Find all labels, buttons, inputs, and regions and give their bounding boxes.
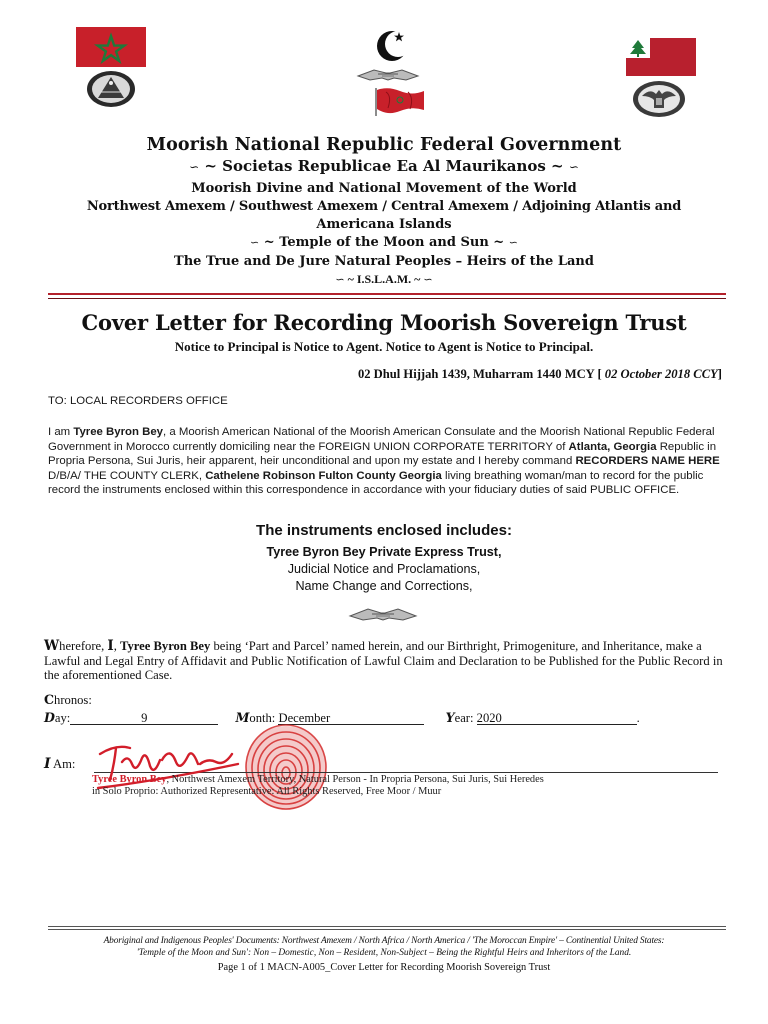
peoples-line: The True and De Jure Natural Peoples – Heirs of the Land [174,254,594,269]
fingerprint-icon [242,722,330,812]
wherefore-text: being ‘Part and Parcel’ named herein, and our Birthright, Primogeniture, and Inheritance, make a Lawful and Legal Entry of Affidavit and Public Notification of Lawful Claim and Declaration to be Published for the Public Record in the aforementioned Case. [44,639,723,683]
p1-city: Atlanta, Georgia [568,440,657,453]
signature-line-1 [92,774,544,786]
day-initial: D [44,710,55,725]
i-am-rest: Am: [50,757,76,771]
year-field: Year: 2020 . [445,710,640,725]
footer-rule-bottom [48,929,726,930]
header-rule-bottom [48,298,726,299]
signature-name: Tyree Byron Bey [92,774,167,785]
p1-d: D/B/A/ THE COUNTY CLERK, [48,469,206,482]
month-label: onth: [249,711,279,725]
instrument-item-2: Judicial Notice and Proclamations, [287,562,481,576]
footer-line-2: 'Temple of the Moon and Sun': Non – Domestic, Non – Resident, Non-Subject – Being the Rightful Heirs and Inheritors of the Land. [136,948,632,958]
day-field [44,711,221,725]
clasped-hands-icon [356,64,420,84]
government-title: Moorish National Republic Federal Government [146,135,622,155]
month-value: December [278,712,424,725]
ornament-left-icon: ∽ [250,236,260,249]
movement-title: Moorish Divine and National Movement of the World [191,181,577,196]
islam-text: ~ I.S.L.A.M. ~ [347,272,421,286]
day-value: 9 [70,712,218,725]
temple-line [0,234,768,251]
eagle-seal-icon [632,80,686,118]
header-rule-top [48,293,726,295]
ornament-left-icon: ∽ [335,274,345,286]
wherefore-paragraph: Wherefore, I, Tyree Byron Bey being ‘Part and Parcel’ named herein, and our Birthright, Primogeniture, and Inheritance, make a Lawful and Legal Entry of Affidavit and Public Notification of Lawful Claim and Declaration to be Published for the Public Record in the aforementioned Case. [44,638,723,683]
footer-page: Page 1 of 1 MACN-A005_Cover Letter for Recording Moorish Sovereign Trust [217,962,551,973]
crescent-star-icon [372,26,416,66]
instrument-item-3: Name Change and Corrections, [295,579,473,593]
date-line [358,366,722,382]
p1-clerk: Cathelene Robinson Fulton County Georgia [205,469,442,482]
day-label: ay: [54,711,71,725]
date-gregorian: 02 October 2018 CCY [604,367,718,381]
p1-b: , a Moorish American National of the Moorish American Consulate and the Moorish National Republic Federal Government in Morocco currently domiciling near the FOREIGN UNION CORPORATE TERRITORY of [48,426,715,453]
ornament-right-icon: ∽ [423,274,433,286]
notice-line: Notice to Principal is Notice to Agent. Notice to Agent is Notice to Principal. [174,339,594,354]
i-am-initial: I [44,756,51,772]
footer-line-1: Aboriginal and Indigenous Peoples' Documents: Northwest Amexem / North Africa / North America / 'The Moroccan Empire' – Continential United States: [103,936,665,946]
regions-line-2: Americana Islands [316,217,452,232]
i-initial: I [107,638,114,654]
date-main: 02 Dhul Hijjah 1439, Muharram 1440 MCY [ [357,367,602,381]
ornament-right-icon: ∽ [568,160,579,174]
to-line: TO: LOCAL RECORDERS OFFICE [48,395,228,407]
p1-name: Tyree Byron Bey [73,426,164,438]
chronos-rest: hronos: [54,693,92,707]
latin-title-line [0,157,768,176]
p1-e: living breathing woman/man to record for the public record the instruments enclosed within this correspondence in accordance with your fiduciary duties of said PUBLIC OFFICE. [48,469,704,497]
morocco-flag-icon [76,27,146,67]
i-am-label [44,756,75,772]
signature-line-1-rest: , Northwest Amexem Territory, Natural Person - In Propria Persona, Sui Juris, Sui Heredes [166,774,544,785]
year-initial: Y [445,710,455,725]
instrument-item-1: Tyree Byron Bey Private Express Trust, [266,545,502,559]
p1-recorder: RECORDERS NAME HERE [575,455,720,468]
date-close: ] [717,367,722,381]
clasped-hands-icon [348,604,418,624]
document-title: Cover Letter for Recording Moorish Sovereign Trust [81,310,687,335]
chronos-initial: C [44,692,55,707]
body-paragraph [48,425,724,498]
pyramid-seal-icon [86,70,136,108]
signature-line-2: in Solo Proprio: Authorized Representative: All Rights Reserved, Free Moor / Muur [92,786,442,797]
p1-a: I am [48,426,74,438]
wherefore-initial: W [44,638,60,654]
pine-tree-flag-icon [626,38,696,76]
wherefore-rest: herefore, [59,639,108,653]
year-label: ear: [454,711,477,725]
temple-text: ~ Temple of the Moon and Sun ~ [263,235,505,250]
regions-line-1: Northwest Amexem / Southwest Amexem / Central Amexem / Adjoining Atlantis and [86,199,682,214]
p1-c: Republic in Propria Persona, Sui Juris, heir apparent, heir unconditional and upon my estate and I hereby command [48,440,717,468]
month-initial: M [235,710,250,725]
instruments-heading: The instruments enclosed includes: [256,522,512,539]
chronos-label [44,692,92,708]
islam-line [0,271,768,288]
chronos-values [44,710,734,726]
waving-flag-icon [372,86,426,116]
ornament-left-icon: ∽ [189,160,200,174]
wherefore-name: Tyree Byron Bey [120,639,211,653]
footer-rule-top [48,926,726,927]
year-value: 2020 [477,712,637,725]
latin-title: ~ Societas Republicae Ea Al Maurikanos ~ [204,157,564,175]
ornament-right-icon: ∽ [508,236,518,249]
